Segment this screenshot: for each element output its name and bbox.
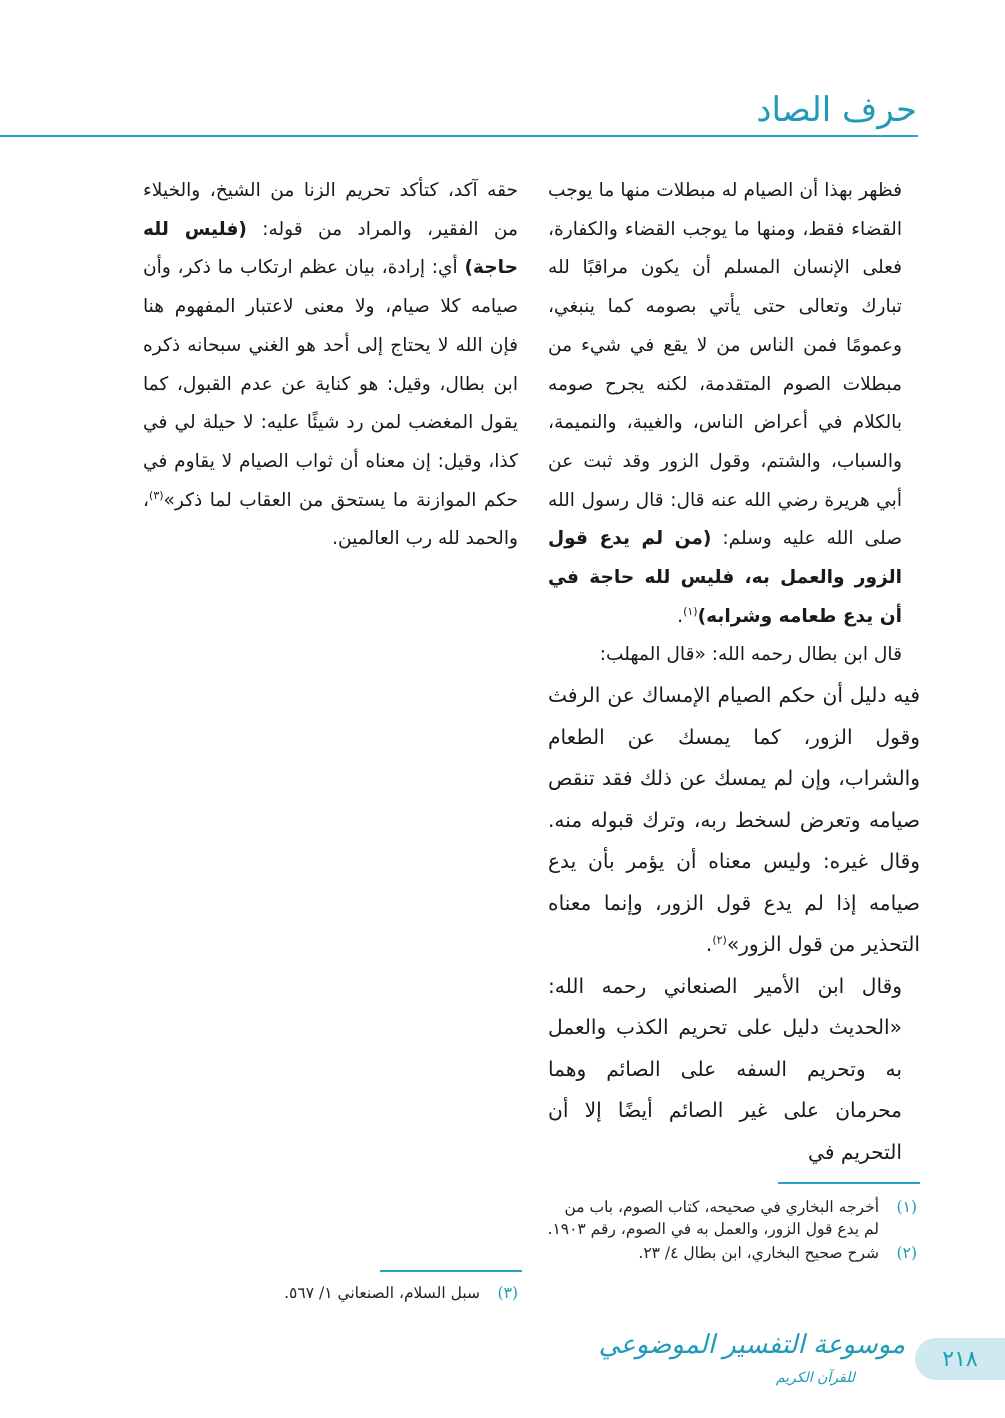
paragraph-3-intro-text: وقال ابن الأمير الصنعاني رحمه الله: [548, 973, 902, 998]
paragraph-3 [548, 966, 920, 1174]
encyclopedia-logo [598, 1322, 905, 1402]
right-column [548, 172, 920, 1173]
header-rule [0, 135, 918, 137]
left-column [143, 172, 518, 559]
footnote-number: (١) [896, 1198, 917, 1216]
left-quote: (فليس لله حاجة) [143, 218, 518, 279]
logo-main-text: موسوعة التفسير الموضوعي [598, 1330, 905, 1360]
footnote-number: (٣) [497, 1284, 518, 1302]
logo-sub-text: للقرآن الكريم [775, 1370, 855, 1386]
hadith-text: (من لم يدع قول الزور والعمل به، فليس لله حاجة في أن يدع طعامه وشرابه) [548, 528, 902, 627]
footnote-text: شرح صحيح البخاري، ابن بطال ٤/ ٢٣. [638, 1244, 879, 1262]
left-text-c: ، والحمد لله رب العالمين. [143, 489, 518, 550]
paragraph-1: فظهر بهذا أن الصيام له مبطلات منها ما يوجب القضاء فقط، ومنها ما يوجب القضاء والكفارة، فعلى الإنسان المسلم أن يكون مراقبًا لله تبارك وتعالى حتى يأتي بصومه كما ينبغي، وعمومًا فمن الناس من لا يقع في شيء من مبطلات الصوم المتقدمة، لكنه يجرح صومه بالكلام في أعراض الناس، والغيبة، والنميمة، والسباب، والشتم، وقول الزور وقد ثبت عن أبي هريرة رضي الله عنه قال: قال رسول الله صلى الله عليه وسلم: (من لم يدع قول الزور والعمل به، فليس لله حاجة في أن يدع طعامه وشرابه)$^{(١)}$. [548, 180, 902, 627]
footnote-item [547, 1242, 917, 1264]
footnote-text: سبل السلام، الصنعاني ١/ ٥٦٧. [284, 1284, 480, 1302]
footnote-rule-left [380, 1270, 522, 1272]
left-text-b: أي: إرادة، بيان عظم ارتكاب ما ذكر، وأن صيامه كلا صيام، ولا معنى لاعتبار المفهوم هنا فإن الله لا يحتاج إلى أحد هو الغني سبحانه ذكره ابن بطال، وقيل: هو كناية عن عدم القبول، كما يقول المغضب لمن رد شيئًا عليه: لا حيلة لي في كذا، وقيل: إن معناه أن ثواب الصيام لا يقاوم في حكم الموازنة ما يستحق من العقاب لما ذكر» [143, 257, 518, 511]
footnote-ref-3: (٣) [149, 488, 164, 502]
footnotes-left [158, 1282, 518, 1306]
footnote-item [547, 1196, 917, 1240]
left-text-a: حقه آكد، كتأكد تحريم الزنا من الشيخ، والخيلاء من الفقير، والمراد من قوله: [143, 180, 518, 240]
footnote-number: (٢) [896, 1244, 917, 1262]
paragraph-2-intro [548, 636, 920, 675]
footnote-text: أخرجه البخاري في صحيحه، كتاب الصوم، باب من لم يدع قول الزور، والعمل به في الصوم، رقم ١٩٠٣. [547, 1198, 879, 1238]
running-header-title: حرف الصاد [756, 90, 917, 130]
footnote-item [158, 1282, 518, 1304]
page-number: ٢١٨ [915, 1338, 1005, 1380]
paragraph-2-body: فيه دليل أن حكم الصيام الإمساك عن الرفث وقول الزور، كما يمسك عن الطعام والشراب، وإن لم يمسك عن ذلك فقد تنقص صيامه وتعرض لسخط ربه، وترك قبوله منه. وقال غيره: وليس معناه أن يؤمر بأن يدع صيامه إذا لم يدع قول الزور، وإنما معناه التحذير من قول الزور»$^{(٢)}$. [548, 683, 920, 957]
footnote-rule-right [778, 1182, 920, 1184]
paragraph-2-body-text: فيه دليل أن حكم الصيام الإمساك عن الرفث وقول الزور، كما يمسك عن الطعام والشراب، وإن لم يمسك عن ذلك فقد تنقص صيامه وتعرض لسخط ربه، وترك قبوله منه. وقال غيره: وليس معناه أن يؤمر بأن يدع صيامه إذا لم يدع قول الزور، وإنما معناه التحذير من قول الزور» [548, 683, 920, 957]
footnote-ref-2: (٢) [712, 933, 727, 947]
paragraph-2-intro-text: قال ابن بطال رحمه الله: «قال المهلب: [599, 644, 902, 666]
footnote-ref-1: (١) [683, 604, 698, 618]
left-paragraph [143, 172, 518, 559]
footnotes-right [547, 1196, 917, 1266]
paragraph-3-body-text: «الحديث دليل على تحريم الكذب والعمل به وتحريم السفه على الصائم وهما محرمان على غير الصائم أيضًا إلا أن التحريم في [548, 1015, 902, 1164]
paragraph-1-text: فظهر بهذا أن الصيام له مبطلات منها ما يوجب القضاء فقط، ومنها ما يوجب القضاء والكفارة، فعلى الإنسان المسلم أن يكون مراقبًا لله تبارك وتعالى حتى يأتي بصومه كما ينبغي، وعمومًا فمن الناس من لا يقع في شيء من مبطلات الصوم المتقدمة، لكنه يجرح صومه بالكلام في أعراض الناس، والغيبة، والنميمة، والسباب، والشتم، وقول الزور وقد ثبت عن أبي هريرة رضي الله عنه قال: قال رسول الله صلى الله عليه وسلم: [548, 180, 902, 550]
